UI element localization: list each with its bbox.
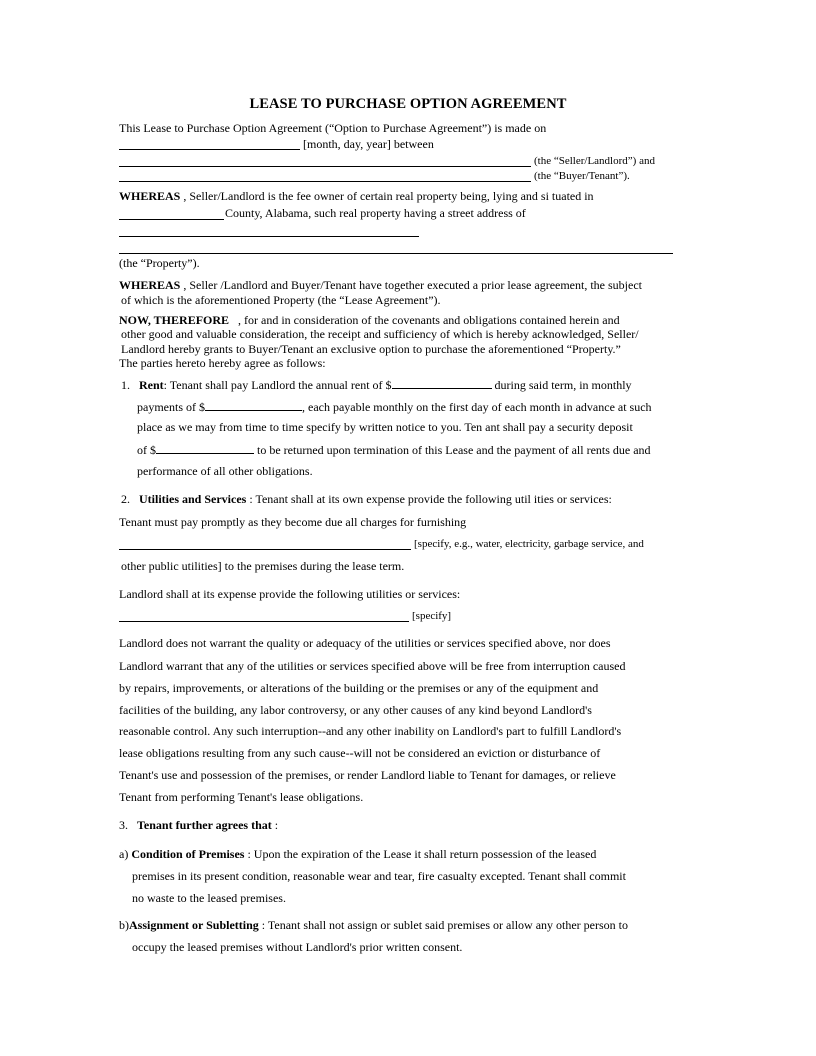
- rent-text-1b: during said term, in monthly: [494, 378, 632, 392]
- item-b-lead: Assignment or Subletting: [129, 918, 259, 932]
- rent-text-5: performance of all other obligations.: [137, 464, 313, 478]
- tenant-colon: :: [274, 818, 279, 832]
- utilities-text-2: Tenant must pay promptly as they become due all charges for furnishing: [119, 515, 467, 529]
- utilities-text-1: : Tenant shall at its own expense provide the following util ities or services:: [249, 492, 612, 506]
- warranty-line-7: Tenant's use and possession of the premises, or render Landlord liable to Tenant for damages, or relieve: [119, 768, 616, 782]
- item-a-line-1: [119, 847, 596, 861]
- whereas-2-lead: WHEREAS: [119, 278, 181, 292]
- item-a-text-2: premises in its present condition, reasonable wear and tear, fire casualty excepted. Tenant shall commit: [132, 869, 626, 883]
- warranty-line-2: Landlord warrant that any of the utilities or services specified above will be free from interruption caused: [119, 659, 626, 673]
- address-blank-2[interactable]: [119, 253, 673, 254]
- rent-number: 1.: [121, 378, 130, 392]
- address-blank-1[interactable]: [119, 236, 419, 237]
- utilities-number: 2.: [121, 492, 130, 506]
- warranty-line-1: Landlord does not warrant the quality or adequacy of the utilities or services specified above, nor does: [119, 636, 611, 650]
- rent-line-1: [121, 377, 632, 392]
- whereas-2-text-1: , Seller /Landlord and Buyer/Tenant have together executed a prior lease agreement, the subject: [183, 278, 642, 292]
- utilities-text-5: Landlord shall at its expense provide the following utilities or services:: [119, 587, 461, 601]
- warranty-line-6: lease obligations resulting from any such cause--will not be considered an eviction or disturbance of: [119, 746, 601, 760]
- whereas-1-text-1: , Seller/Landlord is the fee owner of certain real property being, lying and si tuated in: [183, 189, 594, 203]
- utilities-lead: Utilities and Services: [139, 492, 247, 506]
- date-blank[interactable]: [119, 149, 300, 150]
- page-title: LEASE TO PURCHASE OPTION AGREEMENT: [249, 96, 567, 112]
- rent-line-2: [137, 399, 652, 414]
- now-therefore-text-1: , for and in consideration of the covenants and obligations contained herein and: [238, 313, 620, 327]
- item-b-text-2: occupy the leased premises without Landlord's prior written consent.: [132, 940, 463, 954]
- property-label: (the “Property”).: [119, 256, 200, 270]
- rent-text-4a: of $: [137, 443, 156, 457]
- seller-blank[interactable]: [119, 166, 531, 167]
- item-b-label: b): [119, 918, 129, 932]
- intro-line: This Lease to Purchase Option Agreement (“Option to Purchase Agreement”) is made on: [119, 121, 547, 135]
- now-therefore-text-2: other good and valuable consideration, the receipt and sufficiency of which is hereby acknowledged, Seller/: [121, 327, 639, 341]
- now-therefore-text-4: The parties hereto hereby agree as follows:: [119, 356, 326, 370]
- tenant-utilities-blank[interactable]: [119, 549, 411, 550]
- county-blank[interactable]: [119, 219, 224, 220]
- utilities-text-4: other public utilities] to the premises during the lease term.: [121, 559, 405, 573]
- tenant-lead: Tenant further agrees that: [137, 818, 272, 832]
- buyer-blank[interactable]: [119, 181, 531, 182]
- whereas-2-line-1: [119, 278, 642, 292]
- item-a-text-3: no waste to the leased premises.: [132, 891, 286, 905]
- item-a-text-1: : Upon the expiration of the Lease it shall return possession of the leased: [247, 847, 597, 861]
- whereas-1-text-2: County, Alabama, such real property having a street address of: [225, 206, 526, 220]
- warranty-line-3: by repairs, improvements, or alterations of the building or the premises or any of the equipment and: [119, 681, 599, 695]
- warranty-line-5: reasonable control. Any such interruption--and any other inability on Landlord's part to fulfill Landlord's: [119, 724, 622, 738]
- item-a-label: a): [119, 847, 129, 861]
- security-deposit-blank[interactable]: [156, 442, 254, 454]
- rent-text-4b: to be returned upon termination of this Lease and the payment of all rents due and: [257, 443, 651, 457]
- rent-line-4: [137, 442, 651, 457]
- item-a-lead: Condition of Premises: [131, 847, 245, 861]
- now-therefore-line-1: [119, 313, 620, 327]
- date-label: [month, day, year] between: [303, 137, 434, 151]
- whereas-2-text-2: of which is the aforementioned Property (the “Lease Agreement”).: [121, 293, 441, 307]
- warranty-line-8: Tenant from performing Tenant's lease obligations.: [119, 790, 364, 804]
- utilities-line-1: [121, 492, 612, 506]
- tenant-number: 3.: [119, 818, 128, 832]
- rent-text-2a: payments of $: [137, 400, 205, 414]
- rent-text-3: place as we may from time to time specify by written notice to you. Ten ant shall pay a security deposit: [137, 420, 633, 434]
- item-b-line-1: [119, 918, 628, 932]
- utilities-text-3: [specify, e.g., water, electricity, garbage service, and: [414, 538, 644, 550]
- now-therefore-text-3: Landlord hereby grants to Buyer/Tenant an exclusive option to purchase the aforementioned “Property.”: [121, 342, 621, 356]
- utilities-text-6: [specify]: [412, 610, 452, 622]
- landlord-utilities-blank[interactable]: [119, 621, 409, 622]
- whereas-1-lead: WHEREAS: [119, 189, 181, 203]
- monthly-payment-blank[interactable]: [205, 399, 302, 411]
- rent-lead: Rent: [139, 378, 164, 392]
- rent-text-2b: , each payable monthly on the first day of each month in advance at such: [302, 400, 652, 414]
- whereas-1-line-1: [119, 189, 594, 203]
- warranty-line-4: facilities of the building, any labor controversy, or any other causes of any kind beyond Landlord's: [119, 703, 592, 717]
- buyer-label: (the “Buyer/Tenant”).: [534, 170, 630, 182]
- rent-text-1a: : Tenant shall pay Landlord the annual rent of $: [163, 378, 392, 392]
- tenant-agrees-line: [119, 818, 278, 832]
- now-therefore-lead: NOW, THEREFORE: [119, 313, 230, 327]
- seller-label: (the “Seller/Landlord”) and: [534, 155, 655, 167]
- item-b-text-1: : Tenant shall not assign or sublet said premises or allow any other person to: [261, 918, 629, 932]
- annual-rent-blank[interactable]: [392, 377, 492, 389]
